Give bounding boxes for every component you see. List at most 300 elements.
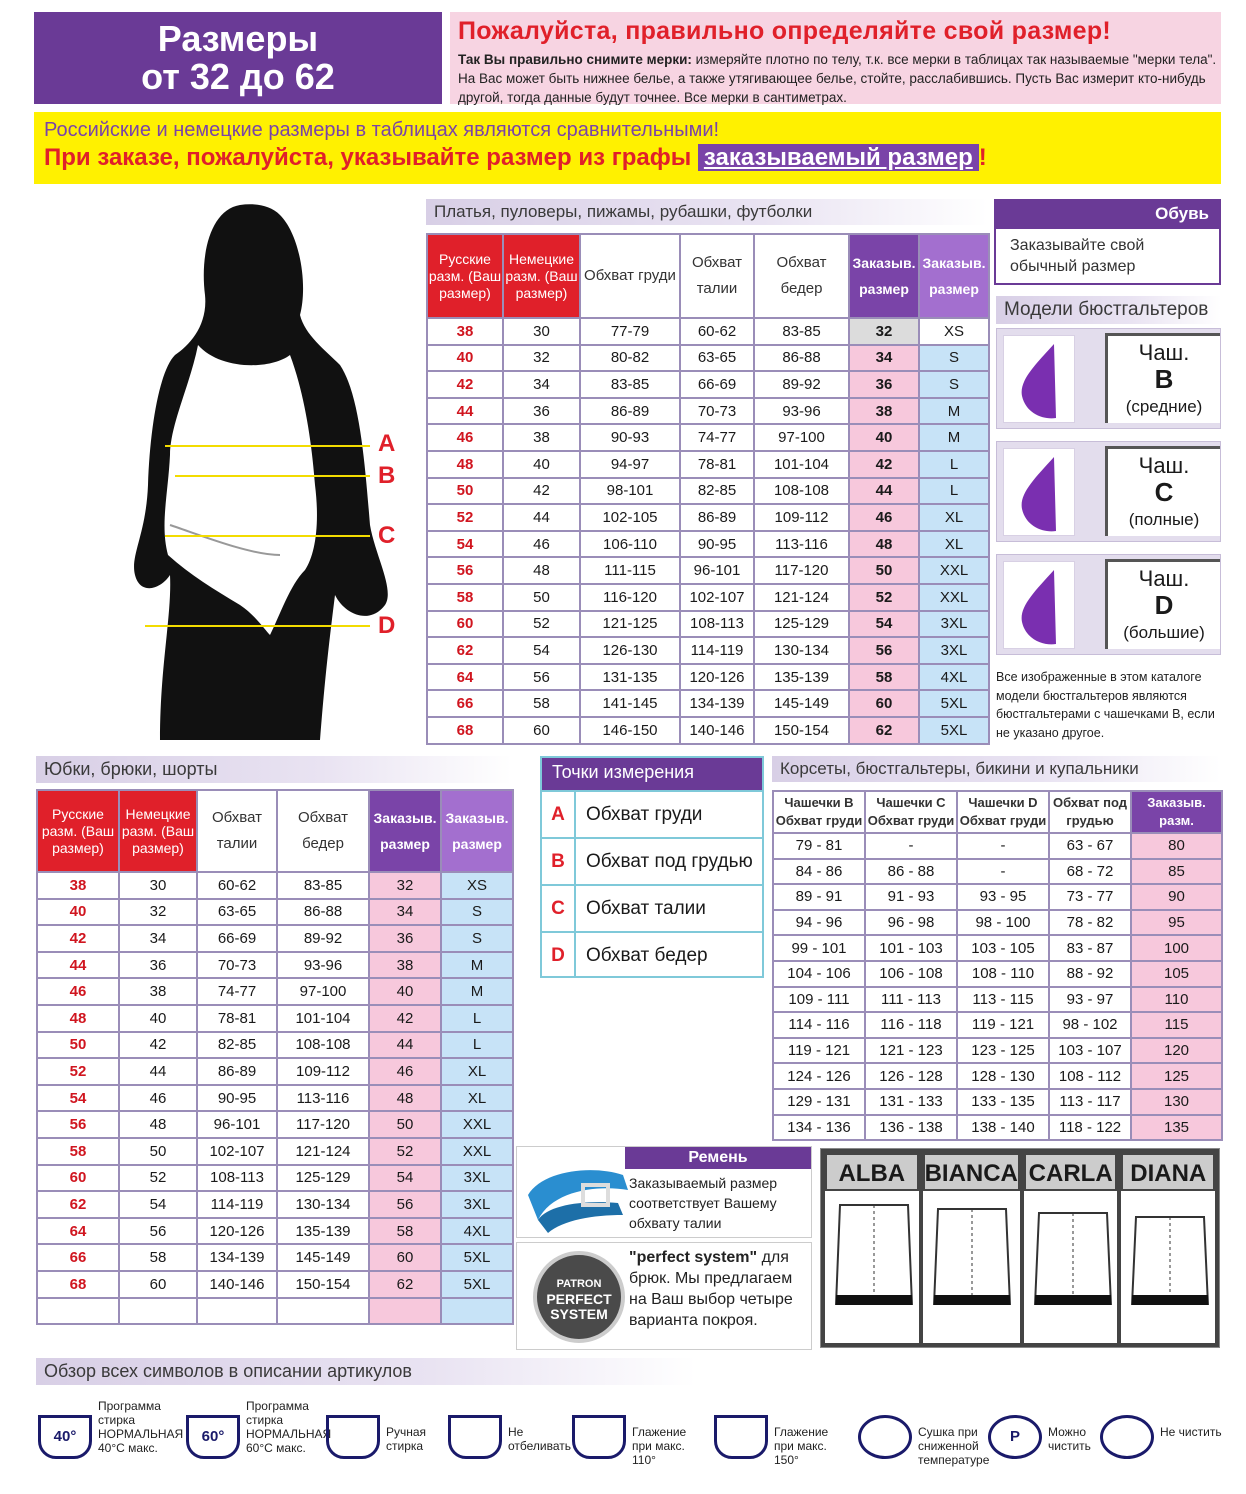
care-badge: 60°: [201, 1428, 225, 1445]
dresses-cell: 93-96: [754, 398, 849, 425]
dresses-cell: 46: [849, 504, 919, 531]
dresses-cell: 32: [503, 345, 580, 372]
skirts-cell: 42: [119, 1032, 197, 1059]
care-badge: 40°: [53, 1428, 77, 1445]
table-row: [427, 611, 989, 638]
belt-title: Ремень: [625, 1147, 811, 1169]
corsets-cell: 93 - 95: [957, 884, 1049, 910]
care-icon: [988, 1415, 1042, 1459]
dresses-cell: 116-120: [580, 584, 680, 611]
skirts-cell: 90-95: [197, 1085, 277, 1112]
skirts-title: Юбки, брюки, шорты: [36, 756, 512, 785]
cup-word: Чаш.: [1138, 340, 1190, 365]
dresses-cell: 113-116: [754, 531, 849, 558]
notice-bold: Так Вы правильно снимите мерки:: [458, 52, 692, 67]
table-row: [427, 584, 989, 611]
dresses-cell: 121-124: [754, 584, 849, 611]
table-row: [37, 1058, 513, 1085]
skirts-cell: 54: [119, 1191, 197, 1218]
dresses-cell: 60: [849, 690, 919, 717]
dresses-cell: 86-89: [580, 398, 680, 425]
dresses-cell: 38: [427, 318, 503, 345]
belt-box: [516, 1146, 812, 1238]
dresses-cell: 135-139: [754, 664, 849, 691]
table-row: [427, 371, 989, 398]
dresses-cell: 4XL: [919, 664, 989, 691]
dresses-cell: 36: [849, 371, 919, 398]
dresses-cell: 89-92: [754, 371, 849, 398]
cup-label: [1105, 446, 1220, 536]
skirts-cell: 96-101: [197, 1111, 277, 1138]
dresses-cell: 134-139: [680, 690, 754, 717]
skirts-cell: 3XL: [441, 1191, 513, 1218]
dresses-cell: 66-69: [680, 371, 754, 398]
skirts-cell: 52: [369, 1138, 441, 1165]
dresses-cell: 145-149: [754, 690, 849, 717]
table-row: [427, 345, 989, 372]
yellow-line2-text: При заказе, пожалуйста, указывайте размер из графы: [44, 144, 692, 171]
skirts-cell: XS: [441, 872, 513, 899]
mark-b: B: [378, 462, 396, 489]
table-row: [37, 1085, 513, 1112]
dresses-cell: 42: [849, 451, 919, 478]
dresses-cell: 5XL: [919, 717, 989, 744]
dresses-cell: 114-119: [680, 637, 754, 664]
cup-icon: [1003, 448, 1075, 536]
table-row: [37, 1218, 513, 1245]
table-row: [773, 1038, 1222, 1064]
cup-letter: B: [1154, 364, 1174, 394]
bras-title: Модели бюстгальтеров: [996, 296, 1221, 326]
dresses-cell: S: [919, 345, 989, 372]
shoes-box: [994, 199, 1221, 285]
corsets-cell: 109 - 111: [773, 987, 865, 1013]
corsets-title: Корсеты, бюстгальтеры, бикини и купальники: [772, 756, 1221, 784]
care-text: Ручная стирка: [386, 1425, 427, 1453]
dresses-cell: 130-134: [754, 637, 849, 664]
corsets-cell: 118 - 122: [1049, 1115, 1131, 1141]
skirts-cell: L: [441, 1032, 513, 1059]
skirts-header-1: Немецкие разм. (Ваш размер): [119, 790, 197, 872]
skirts-cell: 60: [369, 1244, 441, 1271]
table-row: [37, 1005, 513, 1032]
dresses-cell: 56: [849, 637, 919, 664]
dresses-cell: 36: [503, 398, 580, 425]
line-c: [165, 535, 370, 537]
corsets-cell: -: [957, 859, 1049, 885]
dresses-cell: L: [919, 451, 989, 478]
point-letter: A: [542, 792, 576, 837]
dresses-cell: 96-101: [680, 557, 754, 584]
skirts-cell: 140-146: [197, 1271, 277, 1298]
dresses-cell: 101-104: [754, 451, 849, 478]
dresses-cell: 38: [849, 398, 919, 425]
table-row: [773, 1063, 1222, 1089]
dresses-cell: 131-135: [580, 664, 680, 691]
skirts-cell: 117-120: [277, 1111, 369, 1138]
dresses-cell: 54: [503, 637, 580, 664]
dresses-cell: 90-93: [580, 424, 680, 451]
care-text: Глажение при макс. 150°: [774, 1425, 829, 1467]
dresses-cell: 40: [427, 345, 503, 372]
dresses-cell: 52: [427, 504, 503, 531]
skirts-cell: S: [441, 925, 513, 952]
perfect-text: [629, 1247, 811, 1331]
dresses-cell: 3XL: [919, 611, 989, 638]
dresses-cell: 38: [503, 424, 580, 451]
size-title-box: [34, 12, 442, 104]
corsets-cell: 131 - 133: [865, 1089, 957, 1115]
line-a: [165, 445, 370, 447]
skirts-cell: 36: [369, 925, 441, 952]
dresses-cell: 30: [503, 318, 580, 345]
dresses-header-2: Обхват груди: [580, 234, 680, 318]
skirts-cell: 78-81: [197, 1005, 277, 1032]
skirts-cell: 58: [119, 1244, 197, 1271]
yellow-banner: [34, 112, 1221, 184]
skirts-cell: 74-77: [197, 978, 277, 1005]
point-label: Обхват талии: [586, 897, 706, 919]
line-d: [145, 625, 370, 627]
dresses-cell: XS: [919, 318, 989, 345]
skirts-header-5: Заказыв. размер: [441, 790, 513, 872]
skirts-cell: 46: [369, 1058, 441, 1085]
dresses-cell: 146-150: [580, 717, 680, 744]
skirts-cell: 54: [369, 1165, 441, 1192]
dresses-cell: 58: [427, 584, 503, 611]
mark-a: A: [378, 430, 396, 457]
dresses-cell: 77-79: [580, 318, 680, 345]
point-row: [542, 837, 762, 884]
dresses-cell: 83-85: [580, 371, 680, 398]
perfect-badge: [533, 1251, 625, 1343]
skirts-cell: 145-149: [277, 1244, 369, 1271]
skirts-cell: XXL: [441, 1138, 513, 1165]
skirts-cell: 86-88: [277, 899, 369, 926]
dresses-cell: 108-108: [754, 478, 849, 505]
dresses-cell: 48: [849, 531, 919, 558]
skirts-cell: 108-113: [197, 1165, 277, 1192]
trousers-icon: [1027, 1195, 1119, 1305]
points-box: [540, 756, 764, 978]
cup-letter: D: [1154, 590, 1174, 620]
skirts-cell: [197, 1298, 277, 1325]
corsets-cell: 80: [1131, 833, 1222, 859]
corsets-cell: 93 - 97: [1049, 987, 1131, 1013]
skirts-header-3: Обхват бедер: [277, 790, 369, 872]
dresses-cell: 82-85: [680, 478, 754, 505]
table-row: [37, 1111, 513, 1138]
table-row: [37, 1138, 513, 1165]
dresses-cell: 60: [503, 717, 580, 744]
dresses-cell: XXL: [919, 584, 989, 611]
skirts-cell: 102-107: [197, 1138, 277, 1165]
notice-body: измеряйте плотно по телу, т.к. все мерки в таблицах так называемые "мерки тела". На Вас может быть нижнее белье, а также утягивающее белье, стойте, расслабившись. Пусть Вас измерит кто-нибудь другой, тогда данные будут точнее. Все мерки в сантиметрах.: [458, 52, 1217, 105]
dresses-cell: 98-101: [580, 478, 680, 505]
corsets-cell: 103 - 107: [1049, 1038, 1131, 1064]
skirts-cell: M: [441, 952, 513, 979]
table-row: [37, 1271, 513, 1298]
table-row: [427, 690, 989, 717]
table-row: [427, 478, 989, 505]
skirts-cell: 60-62: [197, 872, 277, 899]
dresses-cell: 44: [427, 398, 503, 425]
dresses-cell: L: [919, 478, 989, 505]
dresses-cell: 42: [427, 371, 503, 398]
trousers-icon: [1124, 1195, 1216, 1305]
corsets-cell: 94 - 96: [773, 910, 865, 936]
skirts-cell: 54: [37, 1085, 119, 1112]
skirts-cell: 97-100: [277, 978, 369, 1005]
skirts-cell: 64: [37, 1218, 119, 1245]
corsets-cell: 79 - 81: [773, 833, 865, 859]
skirts-cell: 5XL: [441, 1271, 513, 1298]
table-row: [773, 884, 1222, 910]
skirts-cell: XL: [441, 1085, 513, 1112]
point-letter: C: [542, 886, 576, 931]
skirts-cell: 42: [369, 1005, 441, 1032]
corsets-cell: 78 - 82: [1049, 910, 1131, 936]
fit-alba: [825, 1153, 919, 1343]
corsets-cell: 111 - 113: [865, 987, 957, 1013]
skirts-header-4: Заказыв. размер: [369, 790, 441, 872]
dresses-cell: 50: [849, 557, 919, 584]
skirts-cell: 50: [369, 1111, 441, 1138]
skirts-cell: 113-116: [277, 1085, 369, 1112]
order-size-highlight: заказываемый размер: [698, 144, 979, 171]
care-icon: [186, 1415, 240, 1459]
fit-label: BIANCA: [923, 1153, 1020, 1191]
size-title-line2: от 32 до 62: [141, 56, 335, 97]
corsets-cell: -: [865, 833, 957, 859]
dresses-section: [426, 199, 988, 745]
dresses-cell: 60-62: [680, 318, 754, 345]
mark-d: D: [378, 612, 396, 639]
table-row: [427, 504, 989, 531]
cup-label: [1105, 559, 1220, 649]
corsets-cell: 89 - 91: [773, 884, 865, 910]
corsets-cell: 96 - 98: [865, 910, 957, 936]
corsets-cell: 133 - 135: [957, 1089, 1049, 1115]
care-icon: [1100, 1415, 1154, 1459]
skirts-cell: L: [441, 1005, 513, 1032]
shoes-title: Обувь: [996, 201, 1219, 229]
perfect-box: [516, 1242, 812, 1350]
dresses-header-4: Обхват бедер: [754, 234, 849, 318]
dresses-cell: 58: [503, 690, 580, 717]
corsets-cell: 103 - 105: [957, 935, 1049, 961]
care-text: Глажение при макс. 110°: [632, 1425, 687, 1467]
skirts-cell: 62: [37, 1191, 119, 1218]
dresses-cell: 48: [427, 451, 503, 478]
skirts-cell: 44: [119, 1058, 197, 1085]
dresses-cell: 56: [427, 557, 503, 584]
skirts-cell: 56: [369, 1191, 441, 1218]
skirts-cell: 63-65: [197, 899, 277, 926]
skirts-cell: 62: [369, 1271, 441, 1298]
skirts-cell: 40: [119, 1005, 197, 1032]
skirts-cell: 40: [369, 978, 441, 1005]
dresses-cell: 46: [427, 424, 503, 451]
skirts-cell: 48: [119, 1111, 197, 1138]
skirts-cell: 48: [369, 1085, 441, 1112]
skirts-cell: 125-129: [277, 1165, 369, 1192]
dresses-cell: 34: [503, 371, 580, 398]
dresses-cell: 111-115: [580, 557, 680, 584]
skirts-cell: 150-154: [277, 1271, 369, 1298]
belt-text: Заказываемый размер соответствует Вашему обхвату талии: [629, 1175, 778, 1231]
dresses-cell: 52: [503, 611, 580, 638]
skirts-cell: 82-85: [197, 1032, 277, 1059]
dresses-cell: 120-126: [680, 664, 754, 691]
corsets-cell: 130: [1131, 1089, 1222, 1115]
trousers-icon: [828, 1195, 920, 1305]
skirts-cell: S: [441, 899, 513, 926]
dresses-cell: XXL: [919, 557, 989, 584]
dresses-cell: 54: [427, 531, 503, 558]
table-row: [37, 899, 513, 926]
skirts-cell: [119, 1298, 197, 1325]
dresses-cell: 102-107: [680, 584, 754, 611]
skirts-cell: M: [441, 978, 513, 1005]
skirts-cell: 50: [119, 1138, 197, 1165]
skirts-cell: 130-134: [277, 1191, 369, 1218]
skirts-cell: 86-89: [197, 1058, 277, 1085]
dresses-cell: 70-73: [680, 398, 754, 425]
corsets-header-3: Обхват под грудью: [1049, 791, 1131, 833]
table-row: [773, 859, 1222, 885]
skirts-cell: 3XL: [441, 1165, 513, 1192]
table-row: [37, 1165, 513, 1192]
corsets-header-1: Чашечки C Обхват груди: [865, 791, 957, 833]
corsets-cell: 85: [1131, 859, 1222, 885]
dresses-cell: 56: [503, 664, 580, 691]
dresses-cell: 83-85: [754, 318, 849, 345]
skirts-cell: 121-124: [277, 1138, 369, 1165]
dresses-cell: 5XL: [919, 690, 989, 717]
skirts-cell: 52: [119, 1165, 197, 1192]
corsets-cell: 134 - 136: [773, 1115, 865, 1141]
dresses-cell: 80-82: [580, 345, 680, 372]
dresses-cell: 60: [427, 611, 503, 638]
corsets-cell: -: [957, 833, 1049, 859]
perfect-body: для брюк. Мы предлагаем на Ваш выбор четыре варианта покроя.: [629, 1249, 793, 1329]
bras-note: Все изображенные в этом каталоге модели бюстгальтеров являются бюстгальтерами с чашечками B, если не указано другое.: [996, 670, 1215, 740]
care-text: Не чистить: [1160, 1425, 1222, 1439]
yellow-line2-end: !: [978, 144, 987, 171]
dresses-cell: 94-97: [580, 451, 680, 478]
bra-model-b: [996, 328, 1221, 429]
point-row: [542, 790, 762, 837]
skirts-cell: 5XL: [441, 1244, 513, 1271]
dresses-cell: 46: [503, 531, 580, 558]
corsets-cell: 105: [1131, 961, 1222, 987]
corsets-cell: 99 - 101: [773, 935, 865, 961]
skirts-cell: 42: [37, 925, 119, 952]
table-row: [773, 987, 1222, 1013]
skirts-cell: 38: [119, 978, 197, 1005]
skirts-cell: 83-85: [277, 872, 369, 899]
corsets-cell: 124 - 126: [773, 1063, 865, 1089]
table-row: [773, 1089, 1222, 1115]
skirts-header-0: Русские разм. (Ваш размер): [37, 790, 119, 872]
care-icon: [448, 1415, 502, 1459]
yellow-line1: Российские и немецкие размеры в таблицах являются сравнительными!: [44, 119, 720, 141]
care-text: Не отбеливать: [508, 1425, 572, 1453]
skirts-cell: 56: [37, 1111, 119, 1138]
dresses-cell: 40: [849, 424, 919, 451]
perfect-badge-top: PATRON: [556, 1278, 602, 1290]
care-text: Программа стирка НОРМАЛЬНАЯ 60°С макс.: [246, 1399, 332, 1455]
skirts-cell: 30: [119, 872, 197, 899]
table-row: [427, 637, 989, 664]
dresses-cell: 3XL: [919, 637, 989, 664]
point-letter: D: [542, 933, 576, 978]
dresses-cell: 58: [849, 664, 919, 691]
corsets-header-2: Чашечки D Обхват груди: [957, 791, 1049, 833]
cup-word: Чаш.: [1138, 566, 1190, 591]
skirts-cell: 56: [119, 1218, 197, 1245]
yellow-line2: [34, 142, 1221, 172]
dresses-cell: 86-89: [680, 504, 754, 531]
perfect-badge-bot: SYSTEM: [550, 1306, 608, 1322]
skirts-cell: XL: [441, 1058, 513, 1085]
point-row: [542, 884, 762, 931]
dresses-cell: 109-112: [754, 504, 849, 531]
cup-icon: [1003, 561, 1075, 649]
perfect-quote: "perfect system": [629, 1249, 758, 1266]
corsets-cell: 136 - 138: [865, 1115, 957, 1141]
corsets-cell: 128 - 130: [957, 1063, 1049, 1089]
dresses-cell: 44: [849, 478, 919, 505]
corsets-cell: 95: [1131, 910, 1222, 936]
skirts-cell: [277, 1298, 369, 1325]
table-row: [773, 910, 1222, 936]
skirts-cell: 38: [37, 872, 119, 899]
skirts-cell: 114-119: [197, 1191, 277, 1218]
skirts-header-2: Обхват талии: [197, 790, 277, 872]
table-row: [37, 925, 513, 952]
perfect-badge-mid: PERFECT: [546, 1291, 612, 1307]
corsets-cell: 115: [1131, 1012, 1222, 1038]
notice-text: [450, 46, 1221, 107]
care-text: Можно чистить: [1048, 1425, 1091, 1453]
skirts-cell: [37, 1298, 119, 1325]
table-row: [37, 952, 513, 979]
skirts-cell: 135-139: [277, 1218, 369, 1245]
dresses-cell: 34: [849, 345, 919, 372]
skirts-cell: 50: [37, 1032, 119, 1059]
dresses-cell: 48: [503, 557, 580, 584]
cup-desc: (полные): [1128, 510, 1200, 529]
corsets-cell: 113 - 115: [957, 987, 1049, 1013]
corsets-cell: 68 - 72: [1049, 859, 1131, 885]
skirts-cell: 48: [37, 1005, 119, 1032]
dresses-cell: 117-120: [754, 557, 849, 584]
dresses-cell: 140-146: [680, 717, 754, 744]
mark-c: C: [378, 522, 396, 549]
fit-diana: [1121, 1153, 1215, 1343]
dresses-cell: 50: [503, 584, 580, 611]
dresses-cell: 125-129: [754, 611, 849, 638]
corsets-cell: 114 - 116: [773, 1012, 865, 1038]
table-row: [427, 318, 989, 345]
notice-box: [450, 12, 1221, 104]
table-row: [773, 833, 1222, 859]
corsets-cell: 113 - 117: [1049, 1089, 1131, 1115]
dresses-cell: 42: [503, 478, 580, 505]
dresses-table: [426, 233, 990, 745]
